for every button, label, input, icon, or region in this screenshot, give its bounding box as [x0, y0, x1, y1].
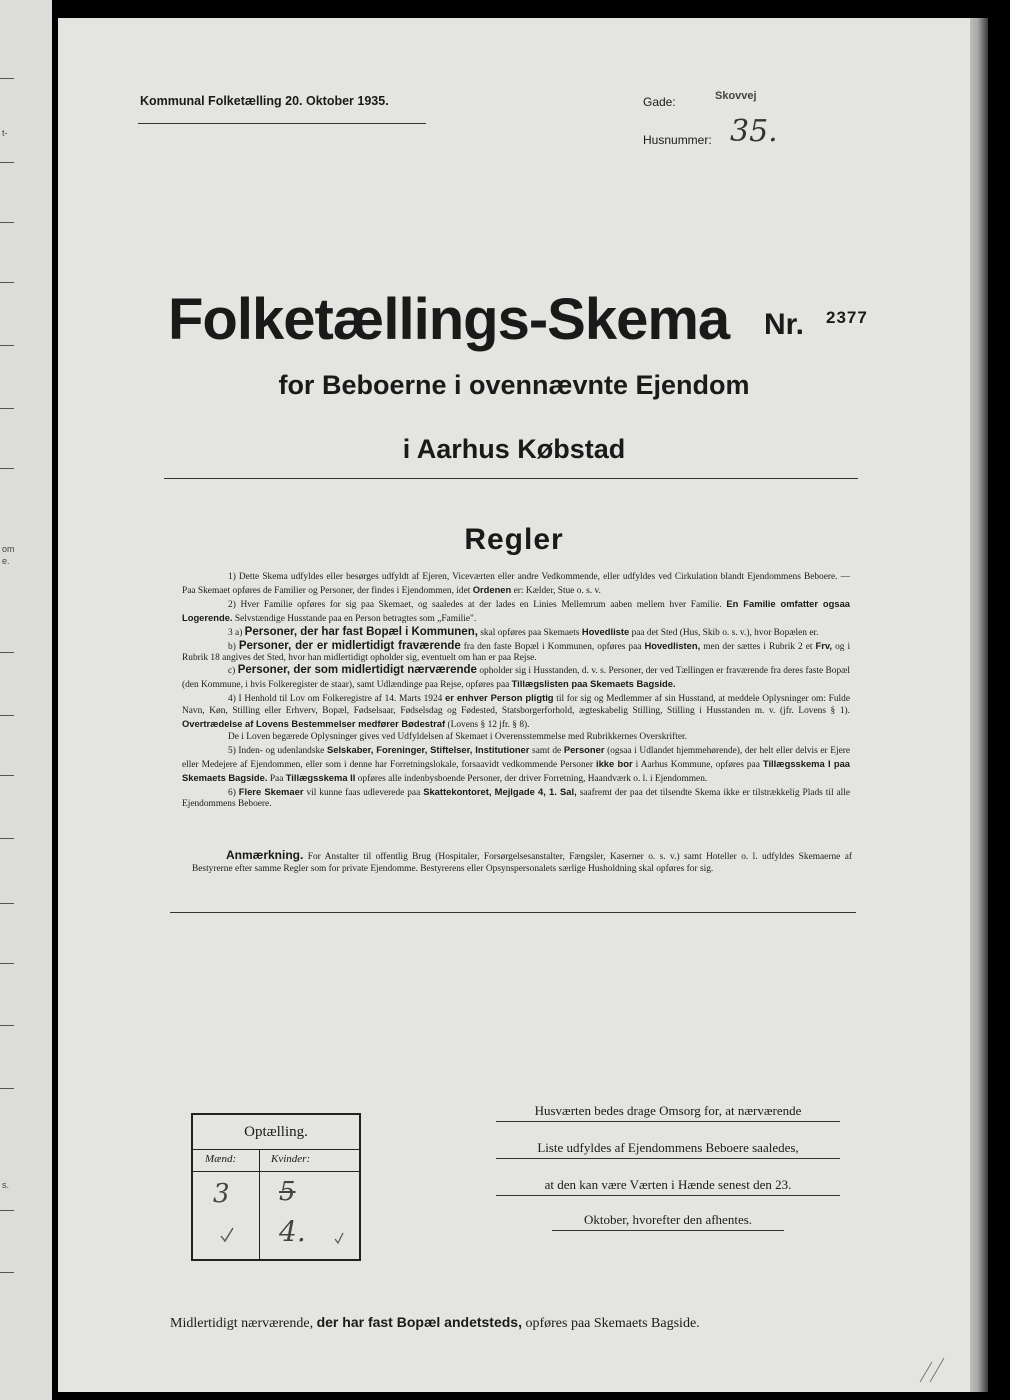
count-box — [191, 1113, 361, 1261]
notice-underline — [552, 1230, 784, 1231]
men-count: 3 — [213, 1179, 230, 1209]
notice-line-4: Oktober, hvorefter den afhentes. — [583, 1212, 753, 1227]
check-mark-icon — [333, 1231, 345, 1243]
margin-tick — [0, 652, 14, 653]
footer-part-bold: der har fast Bopæl andetsteds, — [316, 1314, 522, 1330]
form-title: Folketællings-Skema — [168, 287, 730, 352]
rule-1: 1) Dette Skema udfyldes eller besørges udfyldt af Ejeren, Viceværten eller andre Vedkommende, eller udfyldes ved Cirkulation blandt Ejendommens Beboere. — Paa Skemaet opføres de Familier og Personer, der findes i Ejendommen, idet Ordenen er: Kælder, Stue o. s. v. — [182, 572, 850, 596]
remark-rule — [170, 912, 856, 913]
rule-4-extra: De i Loven begærede Oplysninger gives ved Udfyldelsen af Skemaet i Overensstemmelse med Rubrikkernes Overskrifter. — [228, 731, 687, 742]
margin-tick — [0, 408, 14, 409]
rule-3b: b) Personer, der er midlertidigt fraværende fra den faste Bopæl i Kommunen, opføres paa Hovedlisten, men der sættes i Rubrik 2 et Frv, og i Rubrik 18 angives det Sted, hvor han midlertidigt opholder sig, eventuelt om han er paa Rejse. — [182, 639, 851, 664]
margin-tick — [0, 838, 14, 839]
margin-tick — [0, 963, 14, 964]
count-box-header-rule — [193, 1171, 359, 1172]
notice-underline — [496, 1121, 840, 1122]
margin-fragment: t- — [2, 128, 8, 138]
header-underline — [138, 123, 426, 124]
count-box-divider — [259, 1149, 260, 1259]
house-number-value: 35. — [730, 114, 778, 149]
rule-3c: c) Personer, der som midlertidigt nærværende opholder sig i Husstanden, d. v. s. Personer, der ved Tællingen er fraværende fra deres faste Bopæl (den Kommune, i hvis Folkeregister de staar), samt Udlændinge paa Rejse, opføres paa Tillægslisten paa Skemaets Bagside. — [182, 664, 851, 691]
remark-text: For Anstalter til offentlig Brug (Hospitaler, Forsørgelsesanstalter, Fængsler, Kaserner o. s. v.) samt Hoteller o. l. udfyldes Skemaerne af Bestyrerne efter samme Regler som for private Ejendomme. Bestyrerens eller Opsynspersonalets særlige Husholdning skal opføres for sig. — [192, 852, 853, 874]
remark-label: Anmærkning. — [226, 848, 304, 862]
house-number-label: Husnummer: — [643, 133, 712, 147]
rule-6: 6) Flere Skemaer vil kunne faas udleverede paa Skattekontoret, Mejlgade 4, 1. Sal, saafremt der paa det tilsendte Skema ikke er tilstrækkelig Plads til alle Ejendommens Beboere. — [182, 785, 851, 810]
form-city: i Aarhus Købstad — [402, 434, 626, 464]
margin-tick — [0, 775, 14, 776]
margin-tick — [0, 715, 14, 716]
rule-4: 4) I Henhold til Lov om Folkeregistre af 14. Marts 1924 er enhver Person pligtig til for sig og Medlemmer af sin Husstand, at meddele Oplysninger om: Fulde Navn, Køn, Stilling eller Erhverv, Bopæl, Fødselsaar, Fødselsdag og Fødested, Statsborgerforhold, ægteskabelig Stilling, Stilling i Husstanden m. v. (jfr. Lovens § 1). Overtrædelse af Lovens Bestemmelser medfører Bødestraf (Lovens § 12 jfr. § 8). — [182, 692, 850, 730]
margin-tick — [0, 1210, 14, 1211]
margin-tick — [0, 282, 14, 283]
margin-tick — [0, 468, 14, 469]
rule-3a: 3 a) Personer, der har fast Bopæl i Kommunen, skal opføres paa Skemaets Hovedliste paa det Sted (Hus, Skib o. s. v.), hvor Bopælen er. — [228, 625, 819, 638]
margin-tick — [0, 78, 14, 79]
women-count-crossed: 5 — [279, 1177, 296, 1207]
margin-fragment: e. — [2, 556, 10, 566]
notice-line-2: Liste udfyldes af Ejendommens Beboere saaledes, — [537, 1140, 799, 1155]
margin-tick — [0, 345, 14, 346]
margin-tick — [0, 1088, 14, 1089]
title-rule — [164, 478, 858, 479]
remark — [192, 850, 852, 876]
rule-5: 5) Inden- og udenlandske Selskaber, Foreninger, Stiftelser, Institutioner samt de Personer (ogsaa i Udlandet hjemmehørende), der helt eller delvis er Ejere eller Medejere af Ejendommen, eller som i denne har Forretningslokale, forsaavidt vedkommende Personer ikke bor i Aarhus Kommune, opføres paa Tillægsskema I paa Skemaets Bagside. Paa Tillægsskema II opføres alle indenbysboende Personer, der driver Forretning, Haandværk o. l. i Ejendommen. — [182, 743, 851, 784]
notice-underline — [496, 1158, 840, 1159]
notice-line-1: Husværten bedes drage Omsorg for, at nærværende — [534, 1103, 802, 1118]
census-header-title: Kommunal Folketælling 20. Oktober 1935. — [140, 94, 389, 108]
adjacent-page-edge — [0, 0, 52, 1400]
women-label: Kvinder: — [271, 1153, 311, 1165]
margin-tick — [0, 1272, 14, 1273]
margin-tick — [0, 903, 14, 904]
street-value: Skovvej — [715, 90, 757, 102]
footer-part: Midlertidigt nærværende, — [170, 1316, 314, 1331]
count-box-title: Optælling. — [193, 1115, 359, 1150]
rules-heading: Regler — [464, 523, 564, 556]
rules-text — [182, 572, 850, 811]
notice-line-3: at den kan være Værten i Hænde senest den 23. — [544, 1177, 792, 1192]
margin-fragment: s. — [2, 1180, 10, 1190]
footer-note — [170, 1314, 890, 1332]
census-form-page — [58, 18, 971, 1392]
notice-underline — [496, 1195, 840, 1196]
men-label: Mænd: — [205, 1153, 237, 1165]
form-subtitle: for Beboerne i ovennævnte Ejendom — [278, 370, 750, 400]
street-label: Gade: — [643, 95, 676, 109]
margin-tick — [0, 162, 14, 163]
rule-2: 2) Hver Familie opføres for sig paa Skemaet, og saaledes at der lades en Linies Mellemrum aaben mellem hver Familie. En Familie omfatter ogsaa Logerende. Selvstændige Husstande paa en Person betragtes som „Familie". — [182, 597, 850, 624]
margin-tick — [0, 222, 14, 223]
margin-tick — [0, 1025, 14, 1026]
women-count: 4. — [279, 1215, 306, 1248]
form-number-label: Nr. — [764, 308, 805, 341]
form-number-value: 2377 — [826, 308, 868, 327]
footer-part: opføres paa Skemaets Bagside. — [525, 1316, 700, 1331]
check-mark-icon — [219, 1227, 235, 1243]
margin-fragment: om — [2, 544, 15, 554]
pencil-mark-icon — [914, 1354, 954, 1384]
